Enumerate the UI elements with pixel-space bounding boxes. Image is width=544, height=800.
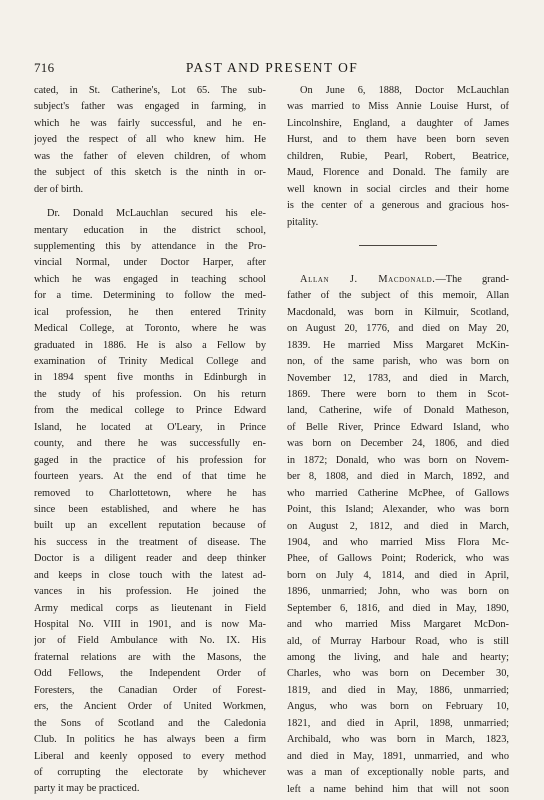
text-line: 1839. He married Miss Margaret McKin-	[287, 339, 509, 351]
text-line: in 1872; Donald, who was born on Novem-	[287, 454, 509, 466]
text-line: Charles, who was born on December 30,	[287, 668, 509, 680]
paragraph	[34, 206, 266, 798]
section-gap	[287, 246, 509, 272]
text-line: father of the subject of this memoir, Allan	[287, 290, 509, 302]
text-line: was the father of eleven children, of whom	[34, 150, 266, 162]
paragraph-gap	[34, 198, 266, 206]
text-line: Foresters, the Canadian Order of Forest-	[34, 684, 266, 696]
text-line: county, and there he was successfully en-	[34, 438, 266, 450]
text-line: children, Rubie, Pearl, Robert, Beatrice,	[287, 150, 509, 162]
text-line: was married to Miss Annie Louise Hurst, of	[287, 101, 509, 113]
text-line: ical profession, he then entered Trinity	[34, 306, 266, 318]
text-line: On June 6, 1888, Doctor McLauchlan	[300, 85, 509, 96]
text-line: jor of Field Ambulance with No. IX. His	[34, 635, 266, 647]
paragraph	[34, 83, 266, 198]
text-line: Archibald, who was born in March, 1823,	[287, 734, 509, 746]
text-line: gaged in the practice of his profession for	[34, 454, 266, 466]
text-line: on August 20, 1776, and died on May 20,	[287, 323, 509, 335]
text-line: Club. In politics he has always been a firm	[34, 734, 266, 746]
text-line: Doctor is a diligent reader and deep thinker	[34, 553, 266, 565]
text-line: ald, of Murray Harbour Road, who is still	[287, 635, 509, 647]
text-line: since been established, and where he has	[34, 503, 266, 515]
text-line: his success in the treatment of disease. The	[34, 536, 266, 548]
text-line: was born on December 24, 1806, and died	[287, 438, 509, 450]
text-line: ers, the Ancient Order of United Workmen,	[34, 701, 266, 713]
text-line: fourteen years. At the end of that time he	[34, 471, 266, 483]
text-line: born on July 4, 1814, and died in April,	[287, 569, 509, 581]
text-line: Macdonald, was born in Kilmuir, Scotland,	[287, 306, 509, 318]
text-line: and died in May, 1891, unmarried, and who	[287, 750, 509, 762]
text-line: who married Catherine McPhee, of Gallows	[287, 487, 509, 499]
text-line: 1819, and died in May, 1886, unmarried;	[287, 684, 509, 696]
text-line: which he was fairly successful, and he en-	[34, 117, 266, 129]
text-line: Army medical corps as lieutenant in Field	[34, 602, 266, 614]
text-line: and keeps in close touch with the latest ad-	[34, 569, 266, 581]
text-line: Medical College, at Toronto, where he was	[34, 323, 266, 335]
text-line: Angus, who was born on February 10,	[287, 701, 509, 713]
text-line: der of birth.	[34, 183, 84, 195]
text-line: ber 8, 1808, and died in March, 1892, and	[287, 471, 509, 483]
text-line: the Sons of Scotland and the Caledonia	[34, 717, 266, 729]
text-line: among the living, and hale and hearty;	[287, 652, 509, 663]
text-line: which he was engaged in teaching school	[34, 273, 266, 285]
text-line: Hurst, and to them have been born seven	[287, 134, 509, 146]
text-line: the study of his profession. On his return	[34, 388, 266, 400]
text-line: September 6, 1816, and died in May, 1890,	[287, 602, 509, 614]
text-line: November 12, 1783, and died in March,	[287, 372, 509, 384]
text-line: supplementing this by attendance in the Pro-	[34, 240, 266, 252]
text-line: removed to Charlottetown, where he has	[34, 487, 266, 499]
biography-name: Allan J. Macdonald.	[300, 273, 436, 285]
text-line: the subject of this sketch is the ninth in or-	[34, 167, 266, 179]
text-line: Hospital No. VIII in 1901, and is now Ma-	[34, 619, 266, 630]
text-line: from the medical college to Prince Edward	[34, 405, 266, 417]
text-line: is the center of a generous and gracious hos-	[287, 200, 509, 212]
text-line: Odd Fellows, the Independent Order of	[34, 668, 266, 680]
text-line: for a time. Determining to follow the med-	[34, 290, 266, 302]
text-line: of corrupting the electorate by whichever	[34, 766, 266, 778]
text-line: Phee, of Gallows Point; Roderick, who was	[287, 553, 509, 565]
text-line: vincial Normal, under Doctor Harper, after	[34, 257, 266, 269]
text-line: built up an excellent reputation because of	[34, 520, 266, 532]
text-line: 1904, and who married Miss Flora Mc-	[287, 536, 509, 548]
page-number: 716	[34, 60, 55, 75]
text-line: and who married Miss Margaret McDon-	[287, 619, 509, 631]
text-line: party it may be practiced.	[34, 783, 140, 795]
text-line: on August 2, 1812, and died in March,	[287, 520, 509, 532]
text-line: 1821, and died in April, 1898, unmarried;	[287, 717, 509, 729]
paragraph	[287, 83, 509, 231]
text-line: fraternal relations are with the Masons, the	[34, 651, 266, 663]
text-line: joyed the respect of all who knew him. He	[34, 134, 266, 146]
text-line: land, Catherine, wife of Donald Matheson,	[287, 405, 509, 417]
text-line: in 1894 spent five months in Edinburgh in	[34, 372, 266, 384]
left-column	[34, 83, 266, 798]
text-line: examination of Trinity Medical College and	[34, 356, 266, 367]
text-line: was a man of exceptionally noble parts, and	[287, 767, 509, 779]
text-line: cated, in St. Catherine's, Lot 65. The sub-	[34, 85, 266, 96]
text-line: Island, he located at O'Leary, in Prince	[34, 421, 266, 433]
text-line: 1869. There were born to them in Scot-	[287, 389, 509, 400]
text-line: Lincolnshire, England, a daughter of James	[287, 117, 509, 129]
text-line: Point, this Island; Alexander, who was born	[287, 504, 509, 516]
text-line: Dr. Donald McLauchlan secured his ele-	[47, 208, 266, 220]
text-line: well known in social circles and their home	[287, 183, 509, 195]
page-header	[34, 60, 510, 80]
text-line: mentary education in the district school,	[34, 224, 266, 236]
running-title: PAST AND PRESENT OF	[185, 60, 359, 75]
text-line: vances in his profession. He joined the	[34, 586, 266, 598]
text-line: 1896, unmarried; John, who was born on	[287, 586, 509, 598]
text-line: of Belle River, Prince Edward Island, who	[287, 421, 509, 433]
text-line	[287, 272, 509, 288]
text-line: non, of the same parish, who was born on	[287, 356, 509, 368]
text-line: subject's father was engaged in farming, in	[34, 101, 266, 113]
text-line: pitality.	[287, 216, 319, 228]
right-column	[287, 83, 509, 798]
text-line: left a name behind him that will not soon	[287, 783, 509, 795]
text-line: Maud, Florence and Donald. The family are	[287, 167, 509, 179]
paragraph	[287, 272, 509, 798]
text-line-rest: —The grand-	[435, 273, 509, 285]
text-line: Liberal and keenly opposed to every method	[34, 750, 266, 762]
text-line: graduated in 1886. He is also a Fellow by	[34, 339, 266, 351]
